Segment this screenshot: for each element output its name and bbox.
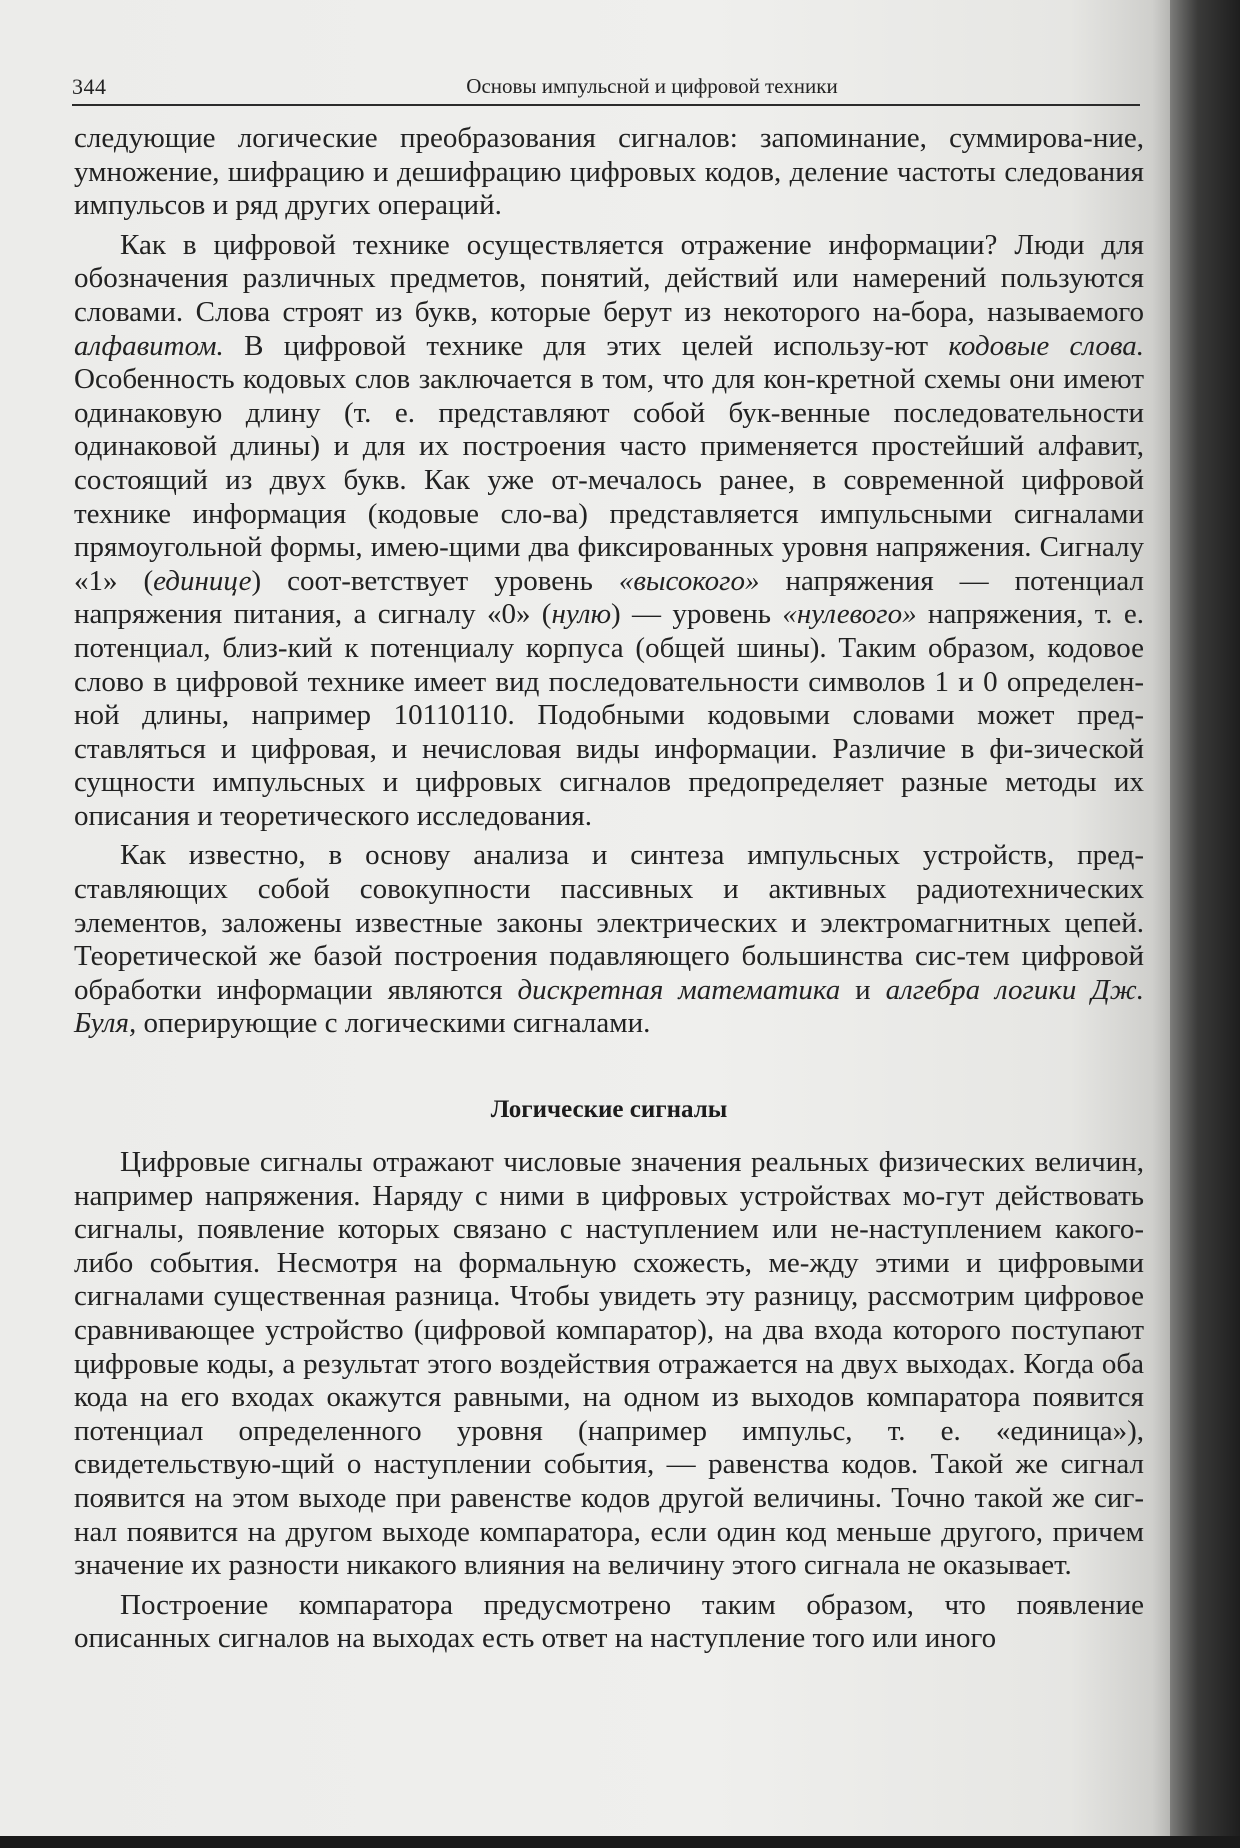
- italic-term: алгебра логики Дж. Буля,: [74, 973, 1144, 1040]
- text-run: Цифровые сигналы отражают числовые значения реальных физических величин, например напряжения. Наряду с ними в цифровых устройствах мо-гут действовать сигналы, появление которых связано с наступлением или не-наступлением какого-либо события. Несмотря на формальную схожесть, ме-жду этими и цифровыми сигналами существенная разница. Чтобы увидеть эту разницу, рассмотрим цифровое сравнивающее устройство (цифровой компаратор), на два входа которого поступают цифровые коды, а результат этого воздействия отражается на двух выходах. Когда оба кода на его входах окажутся равными, на одном из выходов компаратора появится потенциал определенного уровня (например импульс, т. е. «единица»), свидетельствую-щий о наступлении события, — равенства кодов. Такой же сигнал появится на этом выходе при равенстве кодов другой величины. Точно такой же сиг-нал появится на другом выходе компаратора, если один код меньше другого, причем значение их разности никакого влияния на величину этого сигнала не оказывает.: [74, 1146, 1144, 1582]
- text-run: Особенность кодовых слов заключается в том, что для кон-кретной схемы они имеют одинаковую длину (т. е. представляют собой бук-венные последовательности одинаковой длины) и для их построения часто применяется простейший алфавит, состоящий из двух букв. Как уже от-мечалось ранее, в современной цифровой технике информация (кодовые сло-ва) представляется импульсными сигналами прямоугольной формы, имею-щими два фиксированных уровня напряжения. Сигналу «1» (: [74, 363, 1144, 597]
- text-run: оперирующие с логическими сигналами.: [136, 1007, 651, 1040]
- body-text-top: [74, 122, 1144, 1041]
- book-gutter-shadow: [1170, 0, 1240, 1848]
- page-number: 344: [72, 74, 107, 99]
- text-run: Как известно, в основу анализа и синтеза импульсных устройств, пред-ставляющих собой совокупности пассивных и активных радиотехнических элементов, заложены известные законы электрических и электромагнитных цепей. Теоретической же базой построения подавляющего большинства сис-тем цифровой обработки информации являются: [74, 839, 1144, 1006]
- italic-term: дискретная математика: [517, 973, 841, 1006]
- italic-term: алфавитом.: [74, 329, 224, 362]
- italic-term: единице: [153, 564, 252, 597]
- scan-edge: [0, 1836, 1240, 1848]
- text-run: Построение компаратора предусмотрено таким образом, что появление описанных сигналов на выходах есть ответ на наступление того или иного: [74, 1588, 1144, 1655]
- paragraph: [74, 839, 1144, 1041]
- text-run: следующие логические преобразования сигналов: запоминание, суммирова-ние, умножение, шифрацию и дешифрацию цифровых кодов, деление частоты следования импульсов и ряд других операций.: [74, 122, 1144, 222]
- text-run: ) соот-ветствует уровень: [251, 564, 619, 597]
- text-run: и: [840, 973, 886, 1006]
- italic-term: «нулевого»: [782, 598, 917, 631]
- italic-term: кодовые слова.: [948, 329, 1145, 362]
- text-run: напряжения, т. е. потенциал, близ-кий к потенциалу корпуса (общей шины). Таким образом, кодовое слово в цифровой технике имеет вид последовательности символов 1 и 0 определен-ной длины, например 10110110. Подобными кодовыми словами может пред-ставляться и цифровая, и нечисловая виды информации. Различие в фи-зической сущности импульсных и цифровых сигналов предопределяет разные методы их описания и теоретического исследования.: [74, 598, 1144, 832]
- page-header: [72, 70, 1140, 106]
- text-run: напряжения — потенциал напряжения питания, а сигналу «0» (: [74, 564, 1144, 631]
- running-title: Основы импульсной и цифровой техники: [466, 74, 838, 98]
- paragraph: [74, 122, 1144, 223]
- paragraph: [74, 1589, 1144, 1656]
- paragraph: [74, 229, 1144, 834]
- text-run: Как в цифровой технике осуществляется отражение информации? Люди для обозначения различных предметов, понятий, действий или намерений пользуются словами. Слова строят из букв, которые берут из некоторого на-бора, называемого: [74, 228, 1144, 328]
- text-run: ) — уровень: [611, 598, 783, 631]
- section-heading: Логические сигналы: [490, 1096, 728, 1123]
- text-run: В цифровой технике для этих целей использу-ют: [223, 329, 949, 362]
- paragraph: [74, 1146, 1144, 1583]
- body-text-bottom: [74, 1146, 1144, 1656]
- italic-term: нулю: [551, 598, 612, 631]
- italic-term: «высокого»: [618, 564, 760, 597]
